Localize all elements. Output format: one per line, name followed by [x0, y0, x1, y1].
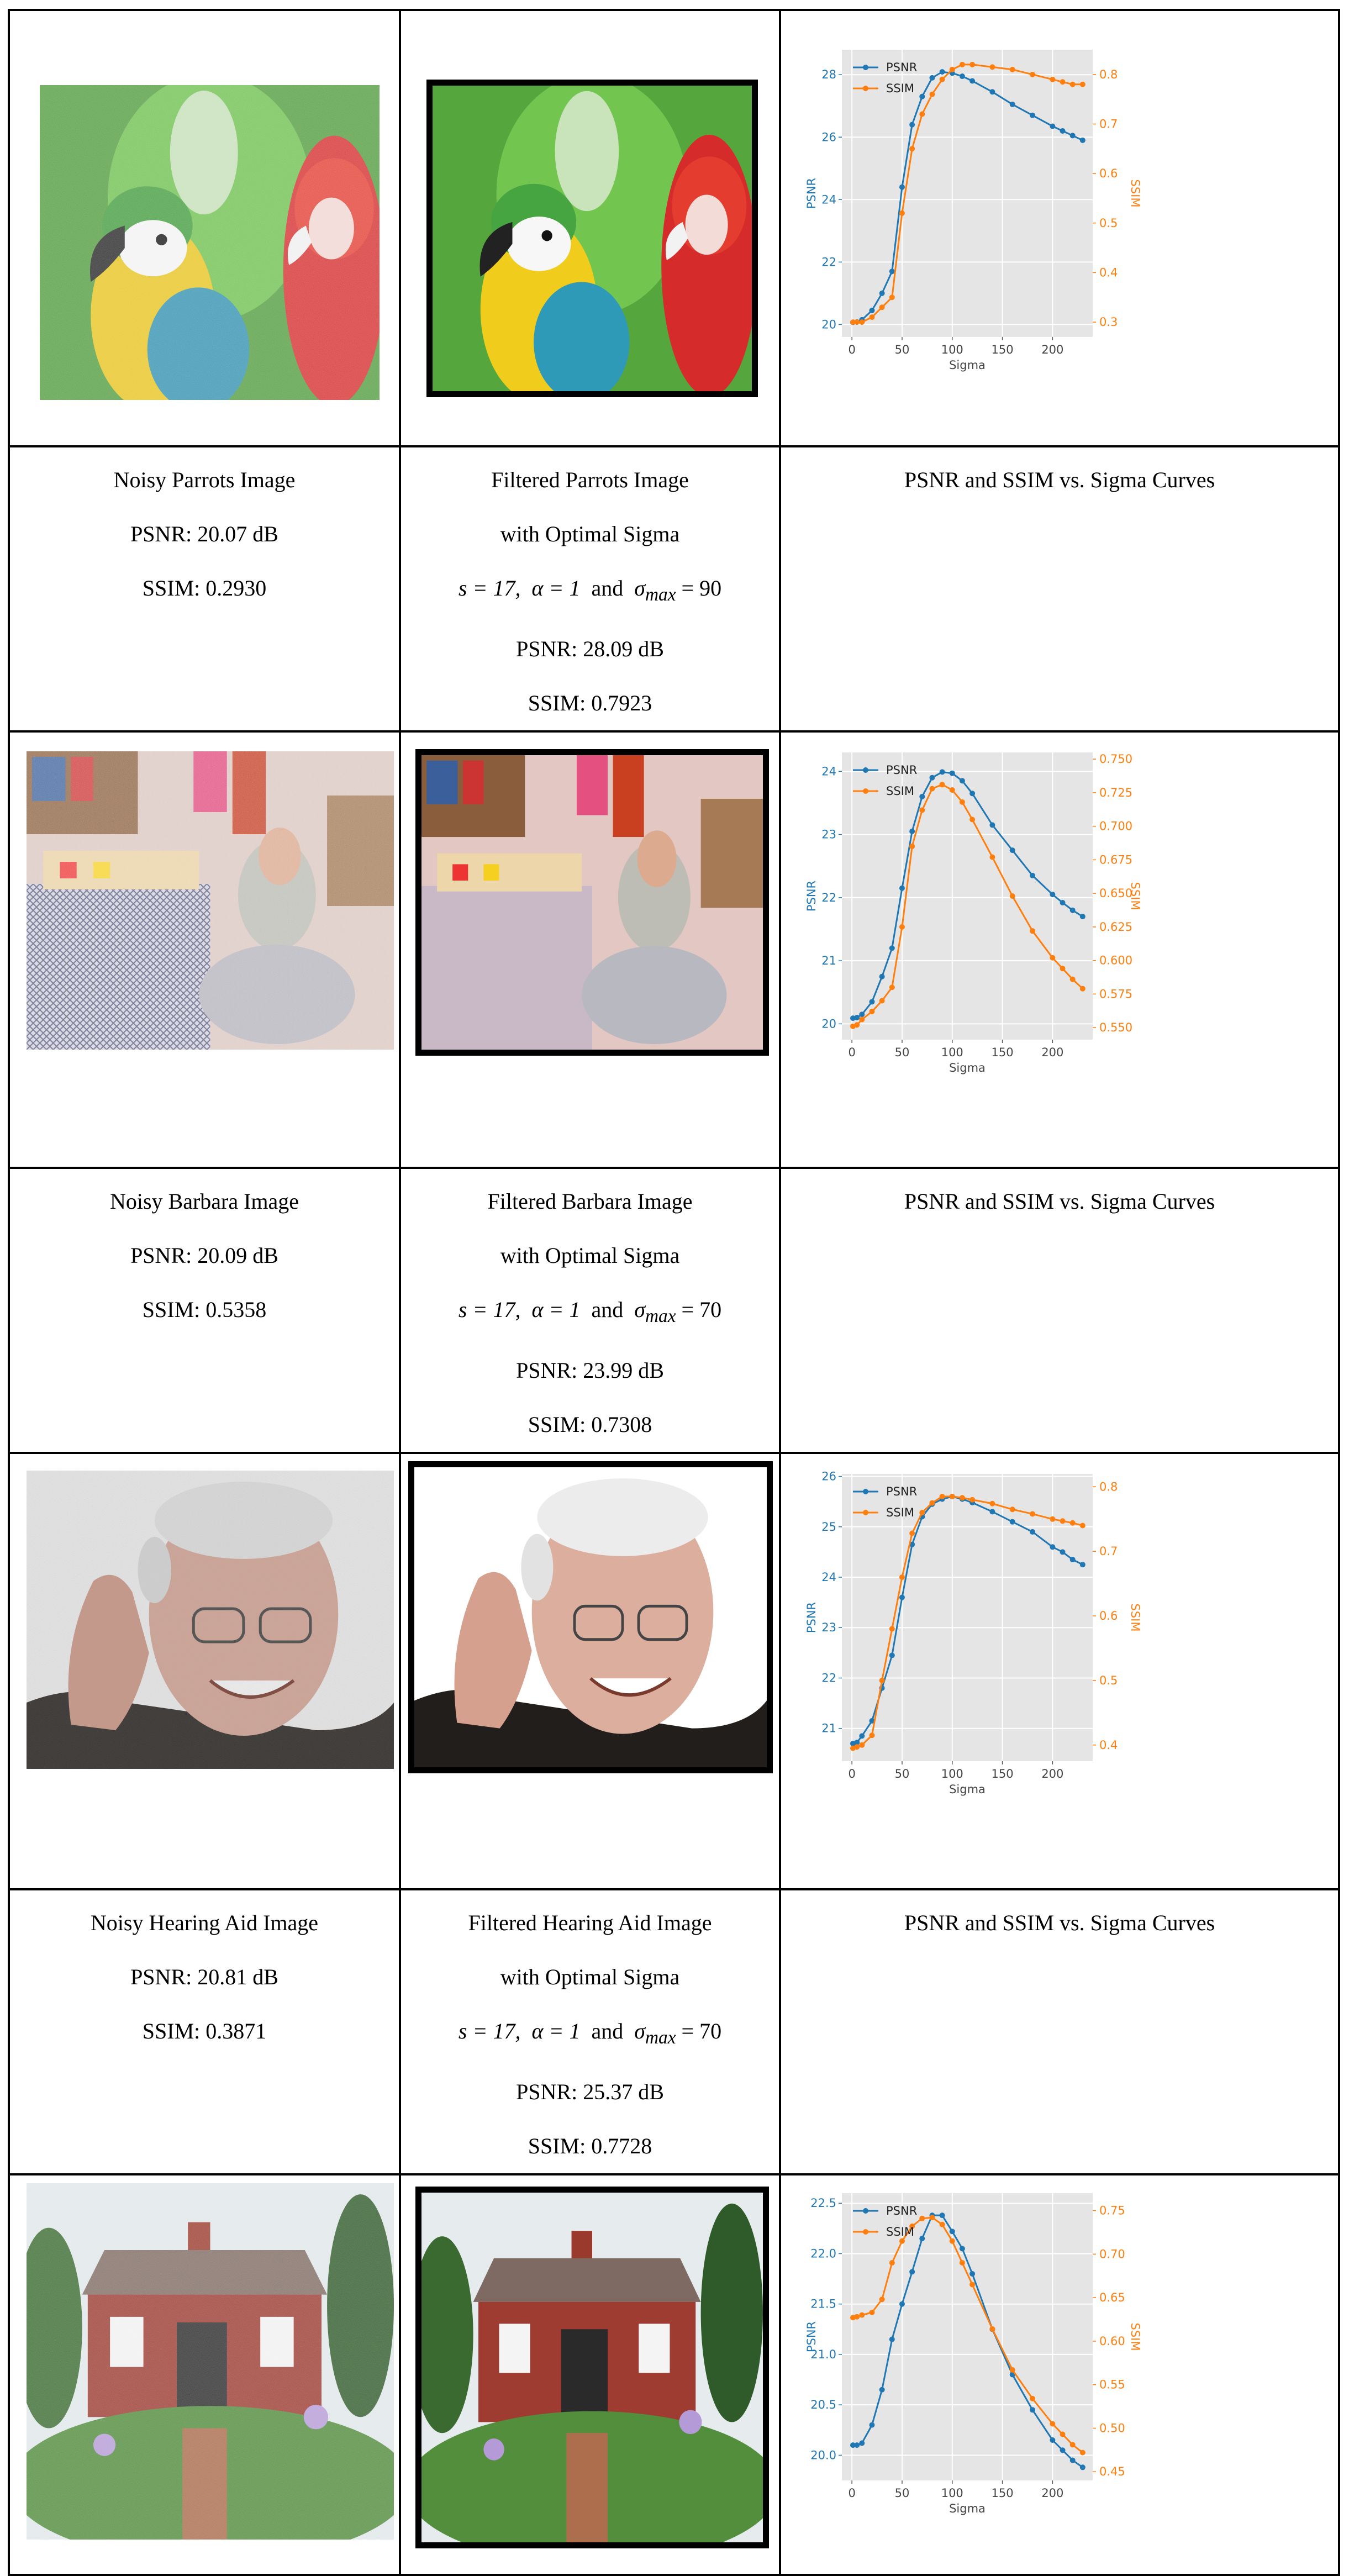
curves-caption: PSNR and SSIM vs. Sigma Curves	[904, 1189, 1215, 1214]
psnr-point	[950, 2229, 955, 2234]
y-tick-label: 21.5	[810, 2297, 836, 2311]
psnr-point	[899, 2301, 905, 2307]
y-tick-label: 22.0	[810, 2247, 836, 2261]
psnr-point	[1080, 2464, 1085, 2470]
y-tick-label: 26	[821, 130, 836, 144]
x-tick-label: 50	[894, 1767, 910, 1780]
x-tick-label: 200	[1041, 1767, 1064, 1780]
psnr-point	[899, 185, 905, 190]
legend-marker	[863, 65, 868, 70]
psnr-point	[929, 775, 935, 781]
filtered-parrots-image	[426, 80, 758, 397]
ssim-point	[969, 1497, 975, 1503]
psnr-point	[859, 2440, 865, 2446]
y2-tick-label: 0.650	[1099, 887, 1133, 900]
psnr-point	[1070, 133, 1076, 138]
filtered-title: Filtered Hearing Aid Image	[468, 1910, 712, 1935]
ssim-point	[919, 807, 925, 813]
chart-svg	[805, 2193, 1142, 2547]
psnr-point	[889, 268, 895, 274]
ssim-point	[899, 2238, 905, 2244]
legend-label: SSIM	[886, 82, 914, 95]
chart-svg	[805, 752, 1142, 1106]
x-tick-label: 200	[1041, 343, 1064, 356]
y2-tick-label: 0.8	[1099, 1480, 1118, 1494]
noisy-ssim: SSIM: 0.2930	[142, 576, 267, 600]
psnr-point	[919, 94, 925, 99]
ssim-point	[859, 1742, 865, 1748]
y2-axis-label: SSIM	[1129, 179, 1142, 208]
ssim-point	[960, 1495, 965, 1500]
y-tick-label: 20	[821, 318, 836, 331]
filtered-ssim: SSIM: 0.7923	[528, 691, 652, 715]
ssim-point	[859, 1017, 865, 1023]
ssim-point	[1070, 82, 1076, 87]
x-tick-label: 0	[848, 343, 856, 356]
ssim-point	[950, 1494, 955, 1499]
psnr-point	[854, 2442, 860, 2448]
y2-tick-label: 0.45	[1099, 2465, 1125, 2479]
psnr-point	[889, 2337, 895, 2342]
psnr-point	[1060, 128, 1066, 134]
curves-caption: PSNR and SSIM vs. Sigma Curves	[904, 467, 1215, 492]
x-tick-label: 150	[991, 1046, 1014, 1059]
ssim-point	[950, 67, 955, 72]
y-tick-label: 28	[821, 68, 836, 82]
x-tick-label: 200	[1041, 2487, 1064, 2500]
psnr-point	[989, 1509, 995, 1514]
ssim-point	[960, 62, 965, 67]
ssim-point	[989, 2326, 995, 2332]
psnr-point	[899, 1595, 905, 1600]
legend-label: PSNR	[886, 2204, 918, 2217]
noisy-title: Noisy Barbara Image	[109, 1189, 299, 1214]
x-tick-label: 0	[848, 2487, 856, 2500]
filtered-cottage-image	[415, 2187, 769, 2548]
y-tick-label: 20	[821, 1017, 836, 1031]
ssim-point	[950, 787, 955, 793]
legend-marker	[863, 1489, 868, 1494]
noisy-title: Noisy Hearing Aid Image	[90, 1910, 319, 1935]
ssim-point	[889, 2260, 895, 2266]
psnr-point	[869, 308, 874, 313]
psnr-point	[969, 791, 975, 796]
ssim-point	[854, 2314, 860, 2320]
legend-label: SSIM	[886, 1506, 914, 1519]
filtered-title: Filtered Barbara Image	[487, 1189, 693, 1214]
y2-axis-label: SSIM	[1129, 2322, 1142, 2351]
legend-marker	[863, 86, 868, 91]
filtered-psnr: PSNR: 25.37 dB	[516, 2079, 664, 2104]
ssim-point	[899, 1574, 905, 1580]
filtered-subtitle: with Optimal Sigma	[500, 1964, 680, 1989]
psnr-point	[969, 2271, 975, 2277]
psnr-point	[1060, 1549, 1066, 1555]
psnr-point	[950, 771, 955, 776]
ssim-point	[960, 799, 965, 805]
legend-label: SSIM	[886, 2225, 914, 2238]
x-axis-label: Sigma	[949, 359, 986, 372]
ssim-point	[1060, 966, 1066, 971]
psnr-point	[1010, 847, 1015, 853]
psnr-point	[889, 945, 895, 951]
x-axis-label: Sigma	[949, 1783, 986, 1796]
x-axis-label: Sigma	[949, 1061, 986, 1074]
y2-tick-label: 0.675	[1099, 853, 1133, 867]
y-tick-label: 20.0	[810, 2448, 836, 2462]
psnr-point	[960, 778, 965, 783]
x-tick-label: 200	[1041, 1046, 1064, 1059]
ssim-point	[1010, 893, 1015, 899]
ssim-point	[1010, 2367, 1015, 2373]
legend-label: PSNR	[886, 763, 918, 777]
ssim-point	[899, 924, 905, 930]
x-tick-label: 150	[991, 343, 1014, 356]
noisy-barbara-image	[27, 751, 394, 1050]
ssim-point	[909, 146, 915, 151]
x-tick-label: 100	[941, 1767, 963, 1780]
psnr-point	[1070, 1557, 1076, 1562]
x-tick-label: 100	[941, 1046, 963, 1059]
chart-barbara	[805, 752, 1142, 1106]
y2-tick-label: 0.3	[1099, 315, 1118, 329]
y-tick-label: 25	[821, 1520, 836, 1534]
ssim-point	[989, 64, 995, 70]
y2-tick-label: 0.4	[1099, 266, 1118, 280]
psnr-point	[899, 886, 905, 891]
filtered-params: s = 17, α = 1 and $\sigma_{max} = 70$	[458, 2019, 722, 2048]
chart-hearing-aid	[805, 1469, 1142, 1827]
ssim-point	[919, 2216, 925, 2221]
psnr-point	[960, 2246, 965, 2251]
y2-tick-label: 0.60	[1099, 2334, 1125, 2348]
noisy-psnr: PSNR: 20.81 dB	[130, 1964, 278, 1989]
y2-tick-label: 0.5	[1099, 216, 1118, 230]
ssim-point	[1080, 82, 1085, 87]
legend-label: PSNR	[886, 1485, 918, 1498]
ssim-point	[940, 782, 945, 787]
x-tick-label: 50	[894, 2487, 910, 2500]
psnr-point	[940, 2212, 945, 2218]
noisy-cottage-image	[27, 2183, 394, 2540]
psnr-point	[1070, 908, 1076, 913]
y-axis-label: PSNR	[805, 177, 818, 209]
x-tick-label: 100	[941, 343, 963, 356]
psnr-point	[1030, 873, 1035, 878]
ssim-point	[859, 319, 865, 325]
filtered-psnr: PSNR: 28.09 dB	[516, 636, 664, 661]
psnr-point	[919, 2236, 925, 2241]
ssim-point	[929, 1500, 935, 1506]
psnr-point	[1080, 138, 1085, 143]
ssim-point	[1030, 72, 1035, 77]
y-tick-label: 26	[821, 1469, 836, 1483]
ssim-point	[1060, 79, 1066, 85]
ssim-point	[940, 2222, 945, 2227]
psnr-point	[1050, 892, 1055, 897]
x-tick-label: 100	[941, 2487, 963, 2500]
chart-parrots	[805, 50, 1142, 403]
y2-tick-label: 0.625	[1099, 920, 1133, 934]
ssim-point	[1050, 1516, 1055, 1522]
psnr-point	[929, 75, 935, 81]
ssim-point	[889, 1626, 895, 1631]
x-axis-label: Sigma	[949, 2502, 986, 2515]
ssim-point	[950, 2238, 955, 2244]
chart-svg	[805, 1469, 1142, 1827]
legend-marker	[863, 2208, 868, 2214]
y2-tick-label: 0.700	[1099, 819, 1133, 833]
ssim-point	[1030, 928, 1035, 934]
y2-tick-label: 0.575	[1099, 987, 1133, 1001]
ssim-point	[1080, 1523, 1085, 1528]
y2-axis-label: SSIM	[1129, 1603, 1142, 1632]
ssim-point	[1060, 2431, 1066, 2437]
psnr-point	[854, 1015, 860, 1020]
psnr-point	[940, 769, 945, 775]
y-tick-label: 22	[821, 1671, 836, 1685]
ssim-point	[919, 1510, 925, 1515]
noisy-parrots-image	[40, 85, 380, 400]
legend-label: SSIM	[886, 784, 914, 798]
y2-tick-label: 0.725	[1099, 786, 1133, 799]
filtered-hearing-aid-image	[408, 1461, 773, 1773]
psnr-point	[859, 1733, 865, 1739]
y-tick-label: 22	[821, 891, 836, 904]
y-tick-label: 20.5	[810, 2398, 836, 2412]
ssim-point	[879, 998, 885, 1004]
ssim-point	[919, 112, 925, 117]
chart-svg	[805, 50, 1142, 403]
ssim-point	[989, 855, 995, 860]
x-tick-label: 0	[848, 1046, 856, 1059]
filtered-title: Filtered Parrots Image	[491, 467, 689, 492]
ssim-point	[869, 1009, 874, 1014]
ssim-point	[1050, 955, 1055, 961]
ssim-point	[1030, 1511, 1035, 1516]
psnr-point	[1030, 1529, 1035, 1535]
chart-cottage	[805, 2193, 1142, 2547]
y2-tick-label: 0.6	[1099, 167, 1118, 181]
psnr-point	[909, 122, 915, 128]
y-tick-label: 21	[821, 954, 836, 968]
psnr-point	[1050, 2437, 1055, 2443]
curves-caption: PSNR and SSIM vs. Sigma Curves	[904, 1910, 1215, 1935]
y-axis-label: PSNR	[805, 1602, 818, 1634]
y-tick-label: 21.0	[810, 2347, 836, 2361]
ssim-point	[854, 319, 860, 325]
y2-tick-label: 0.7	[1099, 117, 1118, 131]
psnr-point	[1050, 123, 1055, 129]
y-tick-label: 24	[821, 193, 836, 207]
legend-marker	[863, 1510, 868, 1515]
y2-tick-label: 0.4	[1099, 1738, 1118, 1752]
psnr-point	[1050, 1544, 1055, 1550]
y2-tick-label: 0.65	[1099, 2291, 1125, 2305]
y-axis-label: PSNR	[805, 880, 818, 912]
psnr-point	[879, 974, 885, 979]
ssim-point	[929, 2215, 935, 2220]
y2-tick-label: 0.550	[1099, 1021, 1133, 1035]
y2-tick-label: 0.5	[1099, 1673, 1118, 1687]
ssim-point	[869, 1732, 874, 1738]
y-tick-label: 22.5	[810, 2196, 836, 2210]
psnr-point	[889, 1652, 895, 1658]
ssim-point	[1080, 2450, 1085, 2456]
psnr-point	[960, 73, 965, 79]
psnr-point	[869, 2422, 874, 2428]
y2-tick-label: 0.8	[1099, 67, 1118, 81]
ssim-point	[879, 304, 885, 310]
ssim-point	[859, 2312, 865, 2318]
psnr-point	[1030, 113, 1035, 118]
y-tick-label: 24	[821, 765, 836, 778]
psnr-point	[1010, 1519, 1015, 1525]
psnr-point	[969, 78, 975, 84]
ssim-point	[989, 1501, 995, 1506]
y-tick-label: 24	[821, 1571, 836, 1584]
ssim-point	[1070, 2442, 1076, 2447]
ssim-point	[960, 2260, 965, 2266]
ssim-point	[1050, 77, 1055, 82]
ssim-point	[869, 314, 874, 320]
filtered-params: s = 17, α = 1 and $\sigma_{max} = 90$	[458, 576, 722, 605]
plot-area	[842, 1474, 1093, 1761]
psnr-point	[1010, 102, 1015, 107]
noisy-ssim: SSIM: 0.3871	[142, 2019, 267, 2043]
y-tick-label: 22	[821, 255, 836, 269]
ssim-point	[1010, 67, 1015, 72]
psnr-point	[1060, 900, 1066, 905]
psnr-point	[1030, 2407, 1035, 2412]
filtered-psnr: PSNR: 23.99 dB	[516, 1358, 664, 1383]
psnr-point	[1060, 2447, 1066, 2453]
psnr-point	[909, 2269, 915, 2274]
ssim-point	[940, 77, 945, 82]
x-tick-label: 150	[991, 2487, 1014, 2500]
y2-tick-label: 0.55	[1099, 2378, 1125, 2391]
y2-tick-label: 0.7	[1099, 1545, 1118, 1558]
plot-area	[842, 2193, 1093, 2480]
noisy-psnr: PSNR: 20.09 dB	[130, 1243, 278, 1268]
noisy-ssim: SSIM: 0.5358	[142, 1297, 267, 1322]
ssim-point	[969, 2282, 975, 2287]
x-tick-label: 150	[991, 1767, 1014, 1780]
legend-marker	[863, 788, 868, 794]
ssim-point	[940, 1494, 945, 1499]
ssim-point	[1010, 1506, 1015, 1512]
ssim-point	[1060, 1518, 1066, 1524]
psnr-point	[1080, 1562, 1085, 1567]
legend-marker	[863, 2229, 868, 2235]
y-axis-label: PSNR	[805, 2321, 818, 2353]
ssim-point	[929, 92, 935, 97]
psnr-point	[879, 291, 885, 296]
ssim-point	[929, 786, 935, 792]
ssim-point	[969, 816, 975, 822]
ssim-point	[889, 984, 895, 990]
psnr-point	[989, 822, 995, 828]
filtered-subtitle: with Optimal Sigma	[500, 1243, 680, 1268]
psnr-point	[879, 2387, 885, 2393]
filtered-subtitle: with Optimal Sigma	[500, 521, 680, 546]
legend-label: PSNR	[886, 61, 918, 74]
ssim-point	[1080, 986, 1085, 992]
y2-tick-label: 0.50	[1099, 2421, 1125, 2435]
ssim-point	[854, 1022, 860, 1028]
x-tick-label: 50	[894, 343, 910, 356]
ssim-point	[899, 210, 905, 216]
legend-marker	[863, 767, 868, 773]
psnr-point	[1070, 2458, 1076, 2463]
noisy-psnr: PSNR: 20.07 dB	[130, 521, 278, 546]
ssim-point	[909, 1531, 915, 1536]
ssim-point	[879, 1678, 885, 1683]
y2-tick-label: 0.70	[1099, 2247, 1125, 2261]
filtered-barbara-image	[415, 749, 769, 1056]
noisy-hearing-aid-image	[27, 1471, 394, 1769]
psnr-point	[859, 1012, 865, 1017]
ssim-point	[869, 2310, 874, 2315]
psnr-point	[919, 794, 925, 799]
y-tick-label: 23	[821, 1621, 836, 1635]
psnr-point	[909, 829, 915, 834]
ssim-point	[1070, 977, 1076, 982]
ssim-point	[1070, 1520, 1076, 1526]
filtered-params: s = 17, α = 1 and $\sigma_{max} = 70$	[458, 1297, 722, 1326]
noisy-title: Noisy Parrots Image	[113, 467, 296, 492]
ssim-point	[889, 294, 895, 300]
psnr-point	[869, 999, 874, 1004]
ssim-point	[1050, 2421, 1055, 2427]
ssim-point	[879, 2296, 885, 2302]
y-tick-label: 23	[821, 828, 836, 841]
ssim-point	[854, 1744, 860, 1750]
psnr-point	[940, 69, 945, 75]
y2-axis-label: SSIM	[1129, 882, 1142, 910]
psnr-point	[989, 89, 995, 94]
filtered-ssim: SSIM: 0.7728	[528, 2134, 652, 2158]
psnr-point	[1080, 914, 1085, 919]
y2-tick-label: 0.600	[1099, 954, 1133, 967]
ssim-point	[909, 844, 915, 849]
filtered-ssim: SSIM: 0.7308	[528, 1412, 652, 1437]
y2-tick-label: 0.750	[1099, 752, 1133, 766]
y2-tick-label: 0.6	[1099, 1609, 1118, 1623]
x-tick-label: 0	[848, 1767, 856, 1780]
x-tick-label: 50	[894, 1046, 910, 1059]
ssim-point	[969, 62, 975, 67]
figure-table	[8, 9, 1340, 2576]
ssim-point	[1030, 2396, 1035, 2401]
y2-tick-label: 0.75	[1099, 2204, 1125, 2217]
y-tick-label: 21	[821, 1721, 836, 1735]
